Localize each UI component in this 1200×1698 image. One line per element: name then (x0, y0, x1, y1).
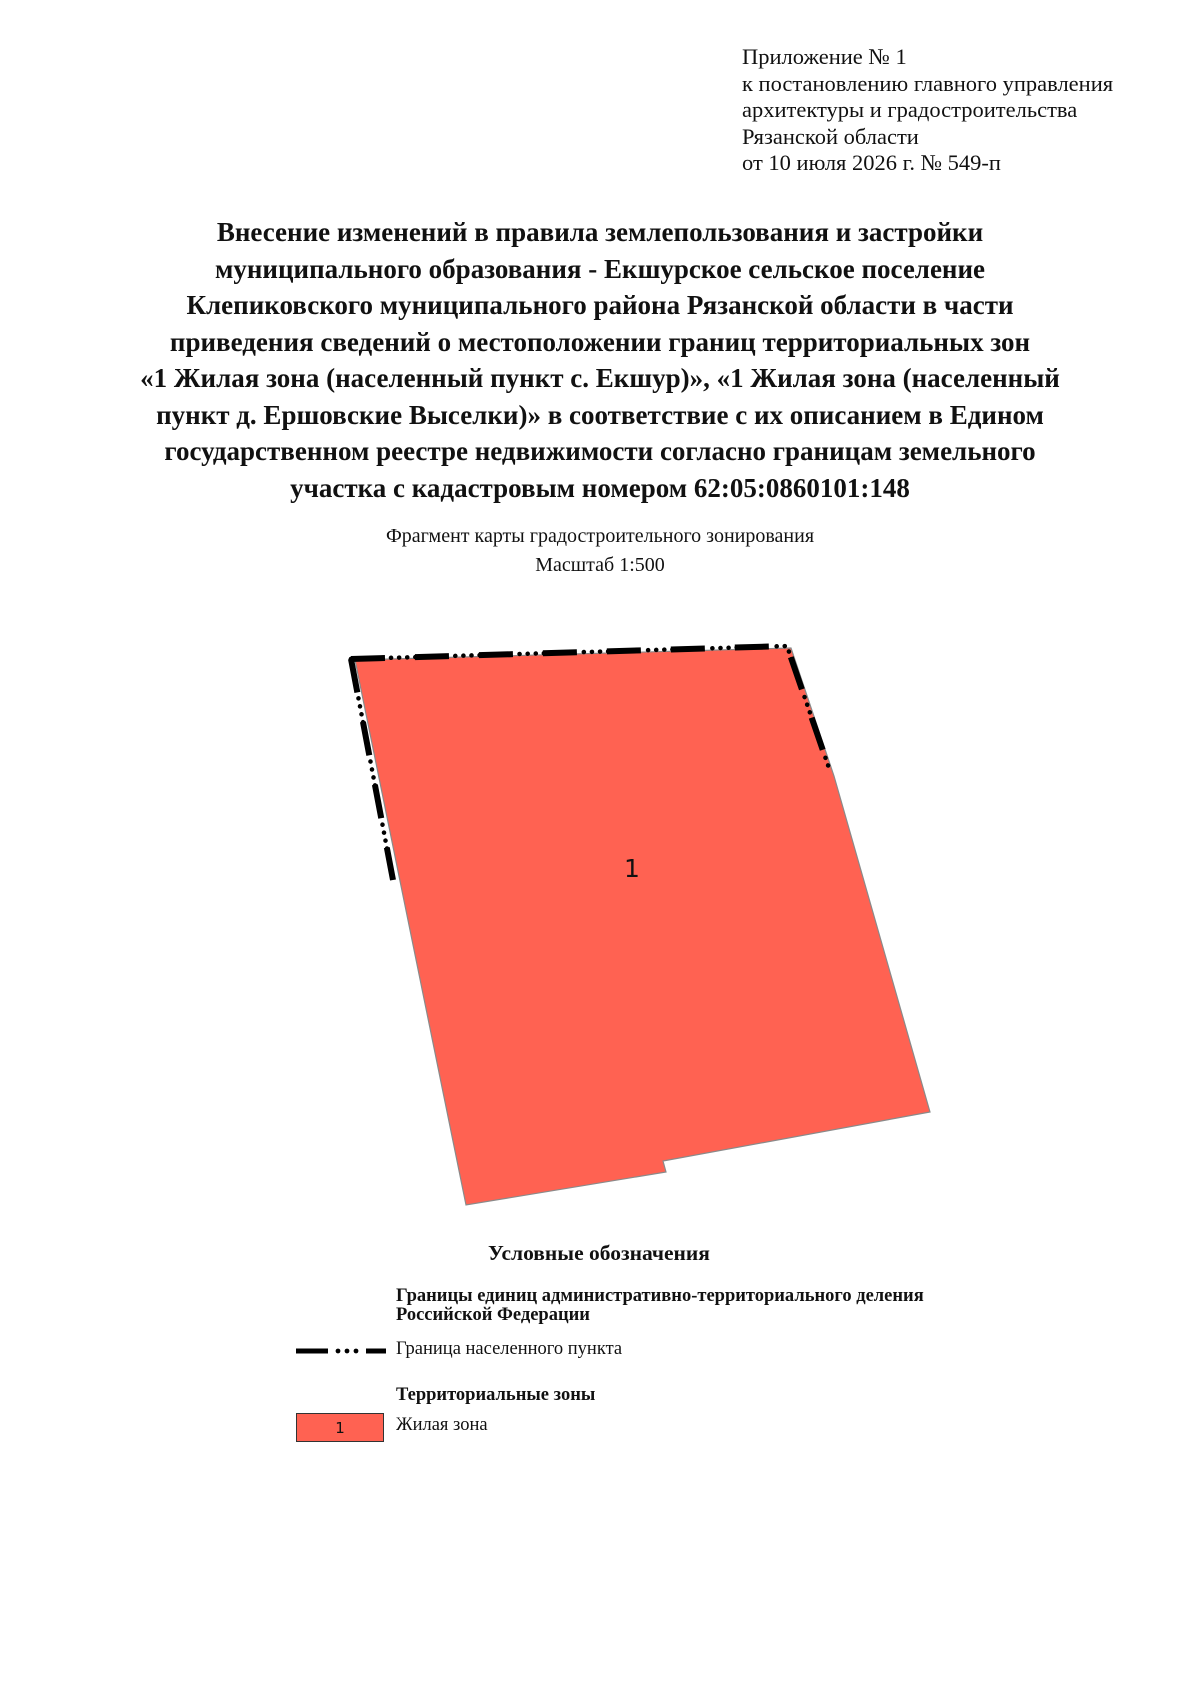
legend-boundary-label: Граница населенного пункта (396, 1339, 623, 1359)
title-line: муниципального образования - Екшурское сельское поселение (214, 253, 986, 284)
zone-label: 1 (624, 854, 640, 883)
title-line: пункт д. Ершовские Выселки)» в соответствие с их описанием в Едином (156, 399, 1044, 430)
appendix-line: к постановлению главного управления (742, 70, 1114, 96)
appendix-line: архитектуры и градостроительства (742, 97, 1078, 122)
title-line: государственном реестре недвижимости согласно границам земельного (164, 436, 1036, 466)
legend-title: Условные обозначения (488, 1241, 710, 1265)
title-line: приведения сведений о местоположении границ территориальных зон (169, 326, 1031, 357)
zone-swatch-code: 1 (335, 1418, 345, 1437)
legend-admin-heading-line: Границы единиц административно-территориального деления (396, 1286, 924, 1306)
appendix-line: от 10 июля 2026 г. № 549-п (742, 150, 1001, 175)
appendix-line: Рязанской области (742, 123, 919, 149)
legend-admin-heading-line: Российской Федерации (396, 1305, 590, 1325)
subtitle-line: Масштаб 1:500 (535, 554, 665, 576)
title-line: Клепиковского муниципального района Рязанской области в части (186, 290, 1014, 320)
residential-zone-area (355, 648, 930, 1205)
residential-zone-swatch (296, 1413, 384, 1442)
title-line: «1 Жилая зона (населенный пункт с. Екшур)», «1 Жилая зона (населенный (140, 363, 1060, 393)
legend-admin-heading (396, 1287, 1076, 1325)
boundary-line-symbol (296, 1345, 386, 1357)
legend-zones-heading: Территориальные зоны (396, 1385, 596, 1405)
title-line: Внесение изменений в правила землепользования и застройки (216, 217, 984, 247)
title-line: участка с кадастровым номером 62:05:0860101:148 (290, 472, 910, 503)
appendix-line: Приложение № 1 (742, 44, 907, 69)
subtitle-line: Фрагмент карты градостроительного зонирования (385, 525, 815, 547)
legend-zone-label: Жилая зона (396, 1415, 488, 1435)
